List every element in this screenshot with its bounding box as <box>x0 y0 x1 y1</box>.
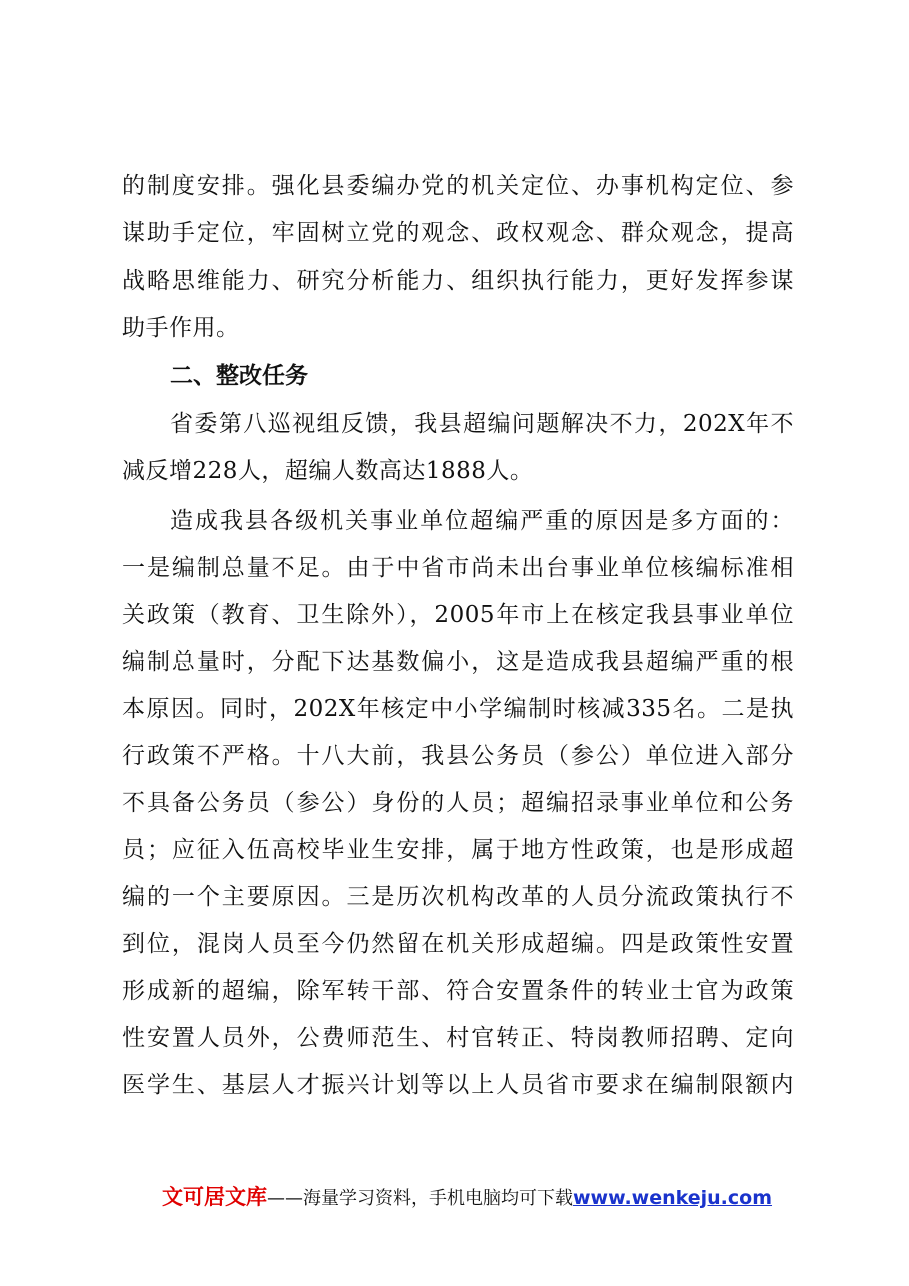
section-heading: 二、整改任务 <box>170 363 308 389</box>
footer-tagline: ——海量学习资料，手机电脑均可下载 <box>267 1188 573 1209</box>
footer-brand: 文可居文库 <box>162 1185 267 1209</box>
text-line: 谋助手定位，牢固树立党的观念、政权观念、群众观念，提高 <box>122 220 794 246</box>
text-line: 形成新的超编，除军转干部、符合安置条件的转业士官为政策 <box>122 978 794 1004</box>
text-line: 一是编制总量不足。由于中省市尚未出台事业单位核编标准相 <box>122 555 794 581</box>
text-line: 不具备公务员（参公）身份的人员；超编招录事业单位和公务 <box>122 790 794 816</box>
footer-url-link[interactable]: www.wenkeju.com <box>573 1187 773 1209</box>
text-line: 省委第八巡视组反馈，我县超编问题解决不力，202X年不 <box>170 411 794 437</box>
text-line: 性安置人员外，公费师范生、村官转正、特岗教师招聘、定向 <box>122 1025 794 1051</box>
text-line: 造成我县各级机关事业单位超编严重的原因是多方面的： <box>170 508 794 534</box>
text-line: 员；应征入伍高校毕业生安排，属于地方性政策，也是形成超 <box>122 837 794 863</box>
text-line: 编的一个主要原因。三是历次机构改革的人员分流政策执行不 <box>122 884 794 910</box>
footer-banner <box>162 1183 772 1211</box>
text-line: 助手作用。 <box>122 315 240 341</box>
text-line: 战略思维能力、研究分析能力、组织执行能力，更好发挥参谋 <box>122 268 794 294</box>
text-line: 到位，混岗人员至今仍然留在机关形成超编。四是政策性安置 <box>122 931 794 957</box>
text-line: 编制总量时，分配下达基数偏小，这是造成我县超编严重的根 <box>122 649 794 675</box>
text-line: 行政策不严格。十八大前，我县公务员（参公）单位进入部分 <box>122 743 794 769</box>
text-line: 减反增228人，超编人数高达1888人。 <box>122 458 534 484</box>
text-line: 关政策（教育、卫生除外），2005年市上在核定我县事业单位 <box>122 602 794 628</box>
text-line: 医学生、基层人才振兴计划等以上人员省市要求在编制限额内 <box>122 1072 794 1098</box>
text-line: 的制度安排。强化县委编办党的机关定位、办事机构定位、参 <box>122 173 794 199</box>
text-line: 本原因。同时，202X年核定中小学编制时核减335名。二是执 <box>122 696 794 722</box>
